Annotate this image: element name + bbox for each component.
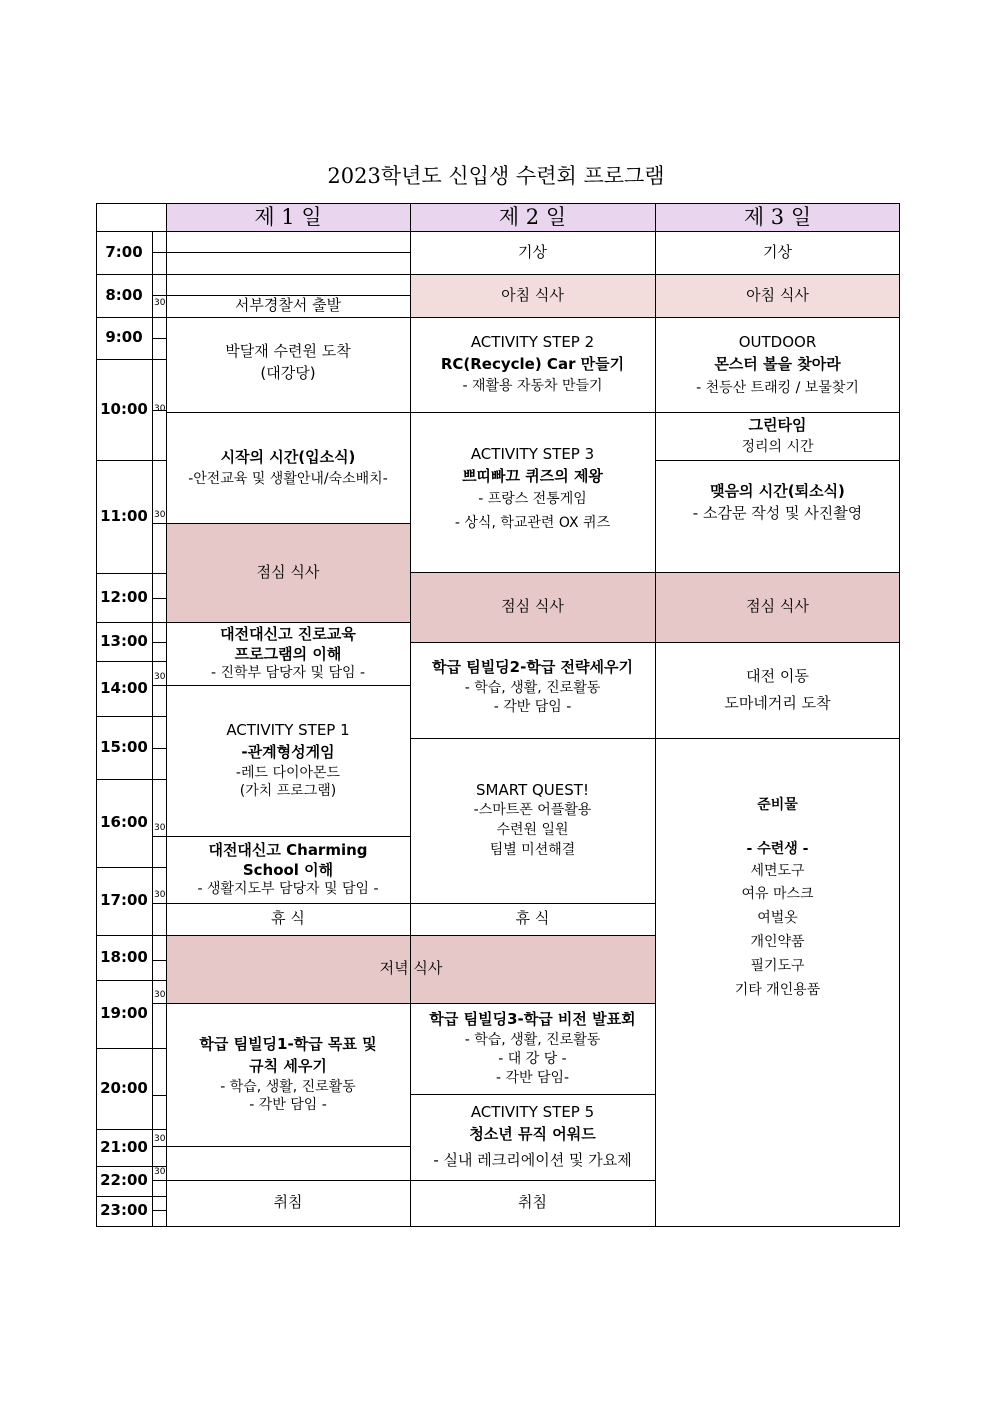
day3-wake: 기상 bbox=[763, 242, 792, 261]
time-label: 20:00 bbox=[100, 1078, 148, 1097]
day3-closing: 맺음의 시간(퇴소식) - 소감문 작성 및 사진촬영 bbox=[692, 482, 863, 522]
day2-wake: 기상 bbox=[518, 242, 547, 261]
time-label: 23:00 bbox=[100, 1201, 148, 1220]
time-label: 21:00 bbox=[100, 1137, 148, 1156]
half-hour-mark: 30 bbox=[154, 672, 166, 682]
day1-charming: 대전대신고 Charming School 이해 - 생활지도부 담당자 및 담임 - bbox=[197, 840, 379, 898]
half-hour-mark: 30 bbox=[154, 298, 166, 308]
day1-lunch: 점심 식사 bbox=[256, 563, 320, 582]
time-label: 13:00 bbox=[100, 631, 148, 650]
day2-step2: ACTIVITY STEP 2 RC(Recycle) Car 만들기 - 재활용 자동차 만들기 bbox=[440, 333, 625, 394]
day1-sleep: 취침 bbox=[273, 1193, 303, 1212]
day3-green-time: 그린타임 정리의 시간 bbox=[741, 415, 814, 455]
half-hour-mark: 30 bbox=[154, 890, 166, 900]
day2-rest: 휴 식 bbox=[515, 909, 550, 928]
day2-smart-quest: SMART QUEST! -스마트폰 어플활용 수련원 일원 팀별 미션해결 bbox=[473, 780, 592, 858]
day2-lunch: 점심 식사 bbox=[501, 597, 564, 616]
day1-career: 대전대신고 진로교육 프로그램의 이해 - 진학부 담당자 및 담임 - bbox=[210, 624, 366, 682]
day3-outdoor: OUTDOOR 몬스터 볼을 찾아라 - 천등산 트래킹 / 보물찾기 bbox=[696, 333, 859, 396]
time-label: 17:00 bbox=[100, 891, 148, 910]
day3-header: 제 3 일 bbox=[743, 204, 812, 229]
time-label: 11:00 bbox=[100, 506, 148, 525]
half-hour-mark: 30 bbox=[154, 823, 166, 833]
half-hour-mark: 30 bbox=[154, 990, 166, 1000]
half-hour-mark: 30 bbox=[154, 1167, 166, 1177]
dinner: 저녁 식사 bbox=[379, 959, 443, 978]
day3-breakfast: 아침 식사 bbox=[746, 285, 809, 304]
time-label: 7:00 bbox=[105, 242, 143, 261]
day2-header: 제 2 일 bbox=[498, 204, 567, 229]
half-hour-mark: 30 bbox=[154, 404, 166, 414]
time-label: 9:00 bbox=[105, 328, 143, 347]
half-hour-mark: 30 bbox=[154, 510, 166, 520]
time-label: 14:00 bbox=[100, 678, 148, 697]
day1-header: 제 1 일 bbox=[254, 204, 322, 229]
day3-preparation: 준비물 - 수련생 - 세면도구 여유 마스크 여벌옷 개인약품 필기도구 기타 개인용품 bbox=[734, 797, 821, 998]
day2-step3: ACTIVITY STEP 3 쁘띠빠끄 퀴즈의 제왕 - 프랑스 전통게임 - 상식, 학교관련 OX 퀴즈 bbox=[454, 445, 611, 531]
time-label: 8:00 bbox=[105, 285, 143, 304]
day2-breakfast: 아침 식사 bbox=[501, 285, 564, 304]
time-label: 22:00 bbox=[100, 1171, 148, 1190]
time-label: 15:00 bbox=[100, 737, 148, 756]
day1-team1: 학급 팀빌딩1-학급 목표 및 규칙 세우기 - 학습, 생활, 진로활동 - 각반 담임 - bbox=[199, 1035, 377, 1113]
half-hour-mark: 30 bbox=[154, 1134, 166, 1144]
day1-depart: 서부경찰서 출발 bbox=[234, 296, 342, 315]
page-title: 2023학년도 신입생 수련회 프로그램 bbox=[327, 164, 665, 188]
time-label: 10:00 bbox=[100, 399, 148, 418]
time-label: 19:00 bbox=[100, 1004, 148, 1023]
time-label: 16:00 bbox=[100, 813, 148, 832]
time-label: 12:00 bbox=[100, 587, 148, 606]
day2-team2: 학급 팀빌딩2-학급 전략세우기 - 학습, 생활, 진로활동 - 각반 담임 - bbox=[432, 658, 633, 715]
time-label: 18:00 bbox=[100, 947, 148, 966]
day2-sleep: 취침 bbox=[518, 1193, 547, 1212]
day2-step5: ACTIVITY STEP 5 청소년 뮤직 어워드 - 실내 레크리에이션 및 가요제 bbox=[433, 1103, 632, 1169]
day1-opening: 시작의 시간(입소식) -안전교육 및 생활안내/숙소배치- bbox=[188, 447, 388, 487]
day1-rest: 휴 식 bbox=[271, 909, 305, 928]
day3-lunch: 점심 식사 bbox=[746, 597, 809, 616]
day2-team3: 학급 팀빌딩3-학급 비전 발표회 - 학습, 생활, 진로활동 - 대 강 당 - - 각반 담임- bbox=[429, 1010, 636, 1086]
day1-step1: ACTIVITY STEP 1 -관계형성게임 -레드 다이아몬드 (가치 프로그램) bbox=[226, 721, 350, 799]
day1-arrive: 박달재 수련원 도착 (대강당) bbox=[225, 342, 351, 382]
day3-move: 대전 이동 도마네거리 도착 bbox=[724, 667, 831, 712]
